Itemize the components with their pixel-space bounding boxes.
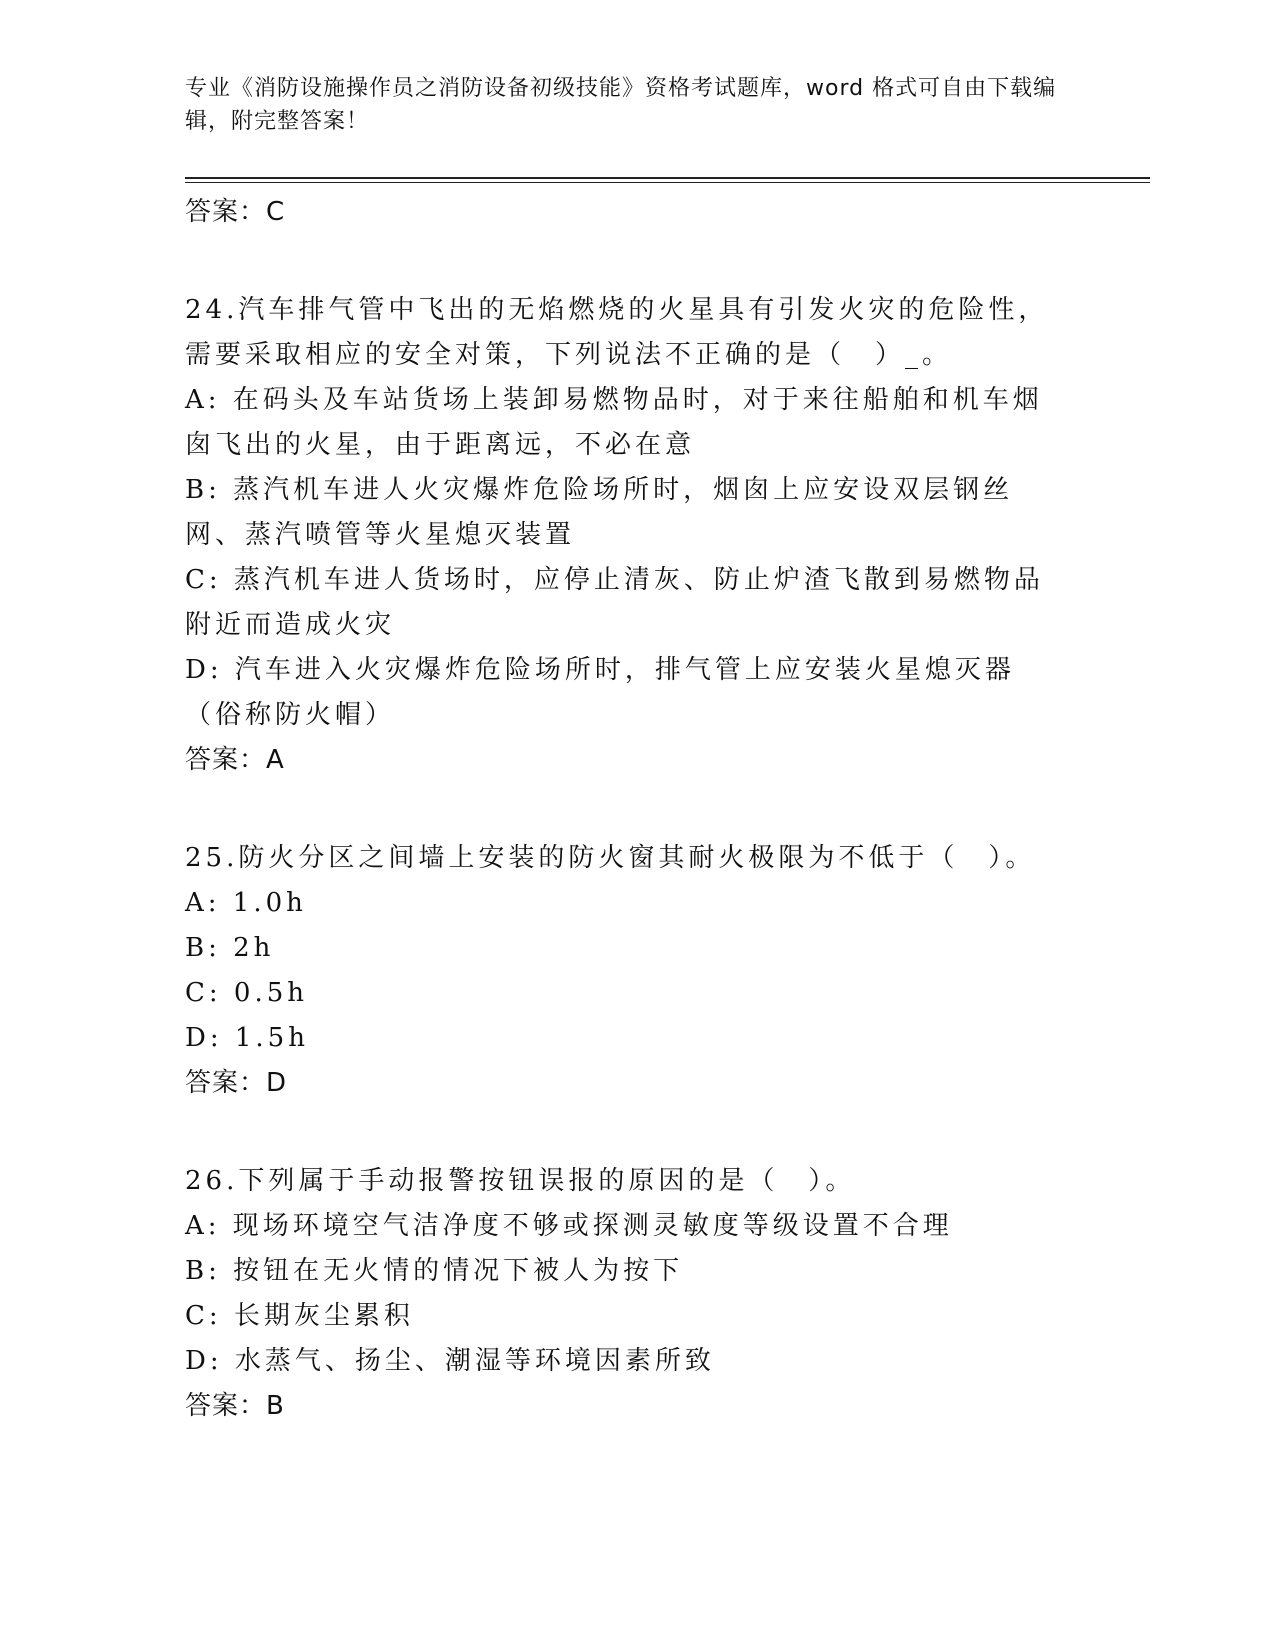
question-stem: 24.汽车排气管中飞出的无焰燃烧的火星具有引发火灾的危险性，需要采取相应的安全对策，下列说法不正确的是（ ）_。 <box>185 295 1049 370</box>
option-b: B: 蒸汽机车进人火灾爆炸危险场所时，烟囱上应安设双层钢丝网、蒸汽喷管等火星熄灭装置 <box>185 475 1014 550</box>
option-d: D: 汽车进入火灾爆炸危险场所时，排气管上应安装火星熄灭器（俗称防火帽） <box>185 655 1015 730</box>
option-c: C: 长期灰尘累积 <box>185 1301 414 1331</box>
previous-answer: 答案：C <box>185 197 286 227</box>
document-body <box>185 190 1065 1428</box>
question-block-26 <box>185 1159 1065 1428</box>
option-d: D: 1.5h <box>185 1023 309 1053</box>
question-answer: 答案：A <box>185 745 285 775</box>
header-rule-thin <box>185 182 1150 183</box>
option-b: B: 2h <box>185 933 275 963</box>
question-stem: 25.防火分区之间墙上安装的防火窗其耐火极限为不低于（ ）。 <box>185 843 1036 873</box>
header-rule-thick <box>185 177 1150 179</box>
document-header: 专业《消防设施操作员之消防设备初级技能》资格考试题库，word 格式可自由下载编辑，附完整答案！ <box>185 76 1057 134</box>
option-a: A: 现场环境空气洁净度不够或探测灵敏度等级设置不合理 <box>185 1211 953 1241</box>
option-b: B: 按钮在无火情的情况下被人为按下 <box>185 1256 684 1286</box>
question-answer: 答案：B <box>185 1391 285 1421</box>
option-c: C: 0.5h <box>185 978 309 1008</box>
question-answer: 答案：D <box>185 1068 288 1098</box>
option-d: D: 水蒸气、扬尘、潮湿等环境因素所致 <box>185 1346 715 1376</box>
option-c: C: 蒸汽机车进人货场时，应停止清灰、防止炉渣飞散到易燃物品附近而造成火灾 <box>185 565 1044 640</box>
option-a: A: 在码头及车站货场上装卸易燃物品时，对于来往船舶和机车烟囱飞出的火星，由于距离远，不必在意 <box>185 385 1043 460</box>
question-stem: 26.下列属于手动报警按钮误报的原因的是（ ）。 <box>185 1166 856 1196</box>
question-block-25 <box>185 836 1065 1105</box>
option-a: A: 1.0h <box>185 888 307 918</box>
question-block-24 <box>185 288 1065 782</box>
